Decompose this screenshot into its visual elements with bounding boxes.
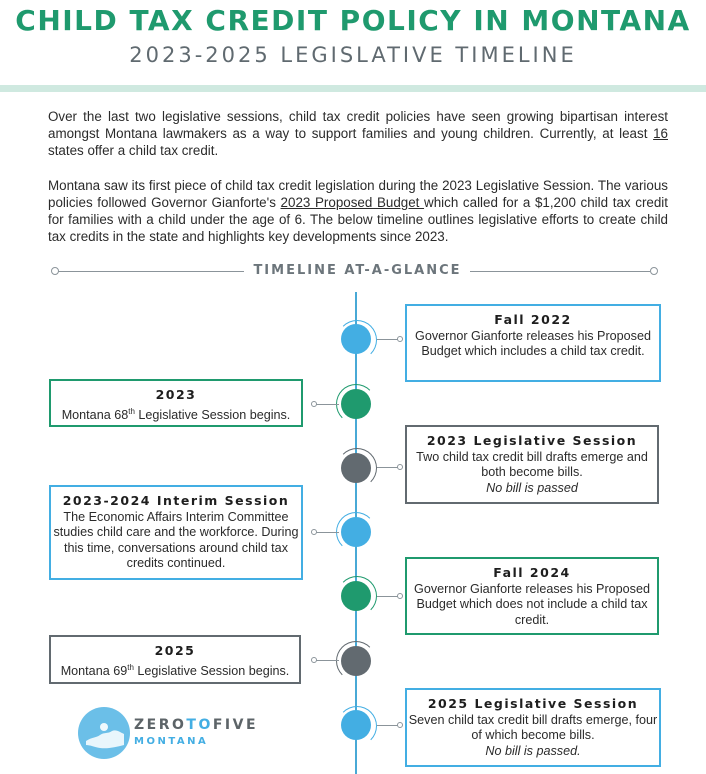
event-text: The Economic Affairs Interim Committee studies child care and the workforce. During this time, conversations around child tax credits continued. bbox=[53, 509, 299, 570]
intro-text: Over the last two legislative sessions, child tax credit policies have seen growing bipartisan interest amongst Montana lawmakers as a way to support families and young children. Currently, at least bbox=[48, 109, 668, 141]
heading-right-dot bbox=[650, 267, 658, 275]
timeline-heading-label: TIMELINE AT-A-GLANCE bbox=[253, 263, 462, 278]
timeline-node-fall-2022 bbox=[341, 324, 371, 354]
connector-line bbox=[316, 532, 339, 533]
states-count-link[interactable]: 16 bbox=[653, 126, 668, 141]
timeline-heading bbox=[0, 262, 706, 282]
page-subtitle: 2023-2025 LEGISLATIVE TIMELINE bbox=[129, 43, 577, 67]
logo-zero: ZERO bbox=[134, 717, 187, 733]
event-box-interim-session bbox=[49, 485, 303, 580]
event-text: Two child tax credit bill drafts emerge and both become bills. bbox=[416, 449, 648, 479]
event-title: 2023 Legislative Session bbox=[426, 433, 638, 448]
timeline-node-2023-session bbox=[341, 453, 371, 483]
heading-left-line bbox=[58, 271, 244, 272]
event-title: 2025 bbox=[154, 643, 196, 658]
logo-state: MONTANA bbox=[134, 736, 209, 747]
timeline-node-interim bbox=[341, 517, 371, 547]
page-title: CHILD TAX CREDIT POLICY IN MONTANA bbox=[15, 4, 691, 37]
event-text: Governor Gianforte releases his Proposed Budget which does not include a child tax credit. bbox=[414, 581, 650, 627]
connector-line bbox=[316, 404, 339, 405]
connector-line bbox=[377, 596, 399, 597]
proposed-budget-link[interactable]: 2023 Proposed Budget bbox=[280, 195, 425, 210]
event-box-fall-2024 bbox=[405, 557, 659, 635]
logo-mark-icon bbox=[78, 707, 130, 759]
logo-to: TO bbox=[186, 717, 213, 733]
logo-wordmark bbox=[134, 717, 258, 733]
timeline-node-2025 bbox=[341, 646, 371, 676]
event-text-part: Legislative Session begins. bbox=[133, 663, 290, 678]
event-box-2023 bbox=[49, 379, 303, 427]
connector-dot bbox=[397, 336, 403, 342]
connector-dot bbox=[397, 464, 403, 470]
event-box-2025 bbox=[49, 635, 301, 684]
header-divider-band bbox=[0, 85, 706, 92]
intro-text: which called for a $1,200 child tax credit for families with a child under the age of 6. The below timeline outlines legislative efforts to create child tax credits in the state and highlights key developments since 2023. bbox=[48, 195, 668, 244]
event-text-part: Montana 68 bbox=[61, 407, 129, 422]
connector-line bbox=[377, 339, 399, 340]
ordinal-suffix: th bbox=[127, 662, 134, 672]
timeline-node-2025-session bbox=[341, 710, 371, 740]
event-title: Fall 2024 bbox=[493, 565, 571, 580]
logo-five: FIVE bbox=[212, 717, 259, 733]
event-text: Governor Gianforte releases his Proposed Budget which includes a child tax credit. bbox=[415, 328, 651, 358]
event-box-2025-legislative-session bbox=[405, 688, 661, 767]
intro-text: Montana saw its first piece of child tax credit legislation during the 2023 Legislative Session. The various policies followed Governor Gianforte's bbox=[48, 178, 668, 210]
intro-paragraph-1 bbox=[48, 108, 668, 159]
zero-to-five-logo bbox=[78, 707, 258, 759]
event-note: No bill is passed. bbox=[485, 743, 581, 758]
event-text-part: Montana 69 bbox=[60, 663, 128, 678]
event-box-fall-2022 bbox=[405, 304, 661, 382]
connector-line bbox=[316, 660, 339, 661]
connector-dot bbox=[311, 529, 317, 535]
event-note: No bill is passed bbox=[486, 480, 578, 495]
event-text bbox=[51, 404, 301, 424]
heading-right-line bbox=[470, 271, 650, 272]
connector-dot bbox=[397, 722, 403, 728]
event-title: 2025 Legislative Session bbox=[427, 696, 639, 711]
timeline-node-fall-2024 bbox=[341, 581, 371, 611]
event-title: 2023 bbox=[155, 387, 197, 402]
event-text bbox=[51, 660, 299, 680]
ordinal-suffix: th bbox=[128, 406, 135, 416]
connector-line bbox=[377, 467, 399, 468]
event-title: Fall 2022 bbox=[494, 312, 572, 327]
event-text-part: Legislative Session begins. bbox=[134, 407, 291, 422]
intro-text: states offer a child tax credit. bbox=[48, 143, 219, 158]
timeline-node-2023 bbox=[341, 389, 371, 419]
intro-paragraph-2 bbox=[48, 177, 668, 245]
connector-line bbox=[377, 725, 399, 726]
event-title: 2023-2024 Interim Session bbox=[62, 493, 290, 508]
event-box-2023-legislative-session bbox=[405, 425, 659, 504]
connector-dot bbox=[397, 593, 403, 599]
connector-dot bbox=[311, 657, 317, 663]
event-text: Seven child tax credit bill drafts emerge, four of which become bills. bbox=[408, 712, 658, 742]
connector-dot bbox=[311, 401, 317, 407]
